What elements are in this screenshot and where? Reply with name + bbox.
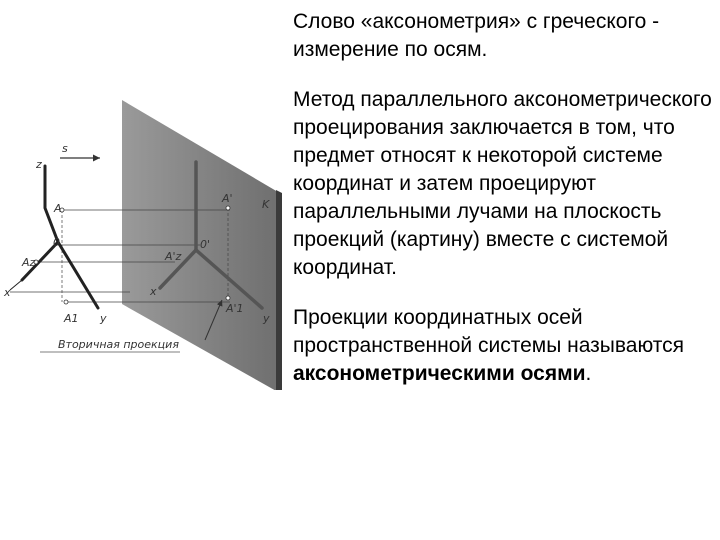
label-z-left: z bbox=[36, 158, 42, 171]
label-az-prime: A'z bbox=[165, 250, 182, 263]
axes-term: аксонометрическими осями bbox=[293, 362, 586, 385]
label-s: s bbox=[62, 142, 68, 155]
axes-text: Проекции координатных осей пространственной системы называются bbox=[293, 306, 685, 357]
label-x-prime: x bbox=[150, 285, 157, 298]
spatial-axes bbox=[22, 166, 98, 308]
label-k: K bbox=[262, 198, 270, 211]
method-paragraph: Метод параллельного аксонометрического проецирования заключается в том, что предмет относят к некоторой системе координат и затем проецируют параллельными лучами на плоскость проекций (картину) вместе с системой координат. bbox=[293, 88, 712, 279]
label-a1-left: A1 bbox=[64, 312, 79, 325]
label-a-prime: A' bbox=[222, 192, 233, 205]
axes-text-end: . bbox=[585, 362, 592, 385]
label-az-left: Az bbox=[22, 256, 36, 269]
description-text bbox=[293, 8, 720, 410]
label-a1-prime: A'1 bbox=[226, 302, 244, 315]
diagram-caption: Вторичная проекция bbox=[58, 338, 179, 351]
label-a-left: A bbox=[54, 202, 62, 215]
label-origin-left: 0 bbox=[53, 236, 60, 249]
axes-paragraph bbox=[293, 304, 720, 388]
projection-illustration bbox=[0, 90, 290, 390]
label-y-prime: y bbox=[263, 312, 270, 325]
etymology-line-2: измерение по осям. bbox=[293, 38, 488, 61]
etymology-paragraph bbox=[293, 8, 713, 64]
label-y-left: y bbox=[100, 312, 107, 325]
picture-plane-edge bbox=[276, 190, 282, 390]
label-x-left: x bbox=[4, 286, 11, 299]
label-origin-prime: 0' bbox=[200, 238, 211, 251]
axonometric-projection-diagram bbox=[0, 90, 290, 390]
etymology-line-1: Слово «аксонометрия» с греческого - bbox=[293, 10, 660, 33]
